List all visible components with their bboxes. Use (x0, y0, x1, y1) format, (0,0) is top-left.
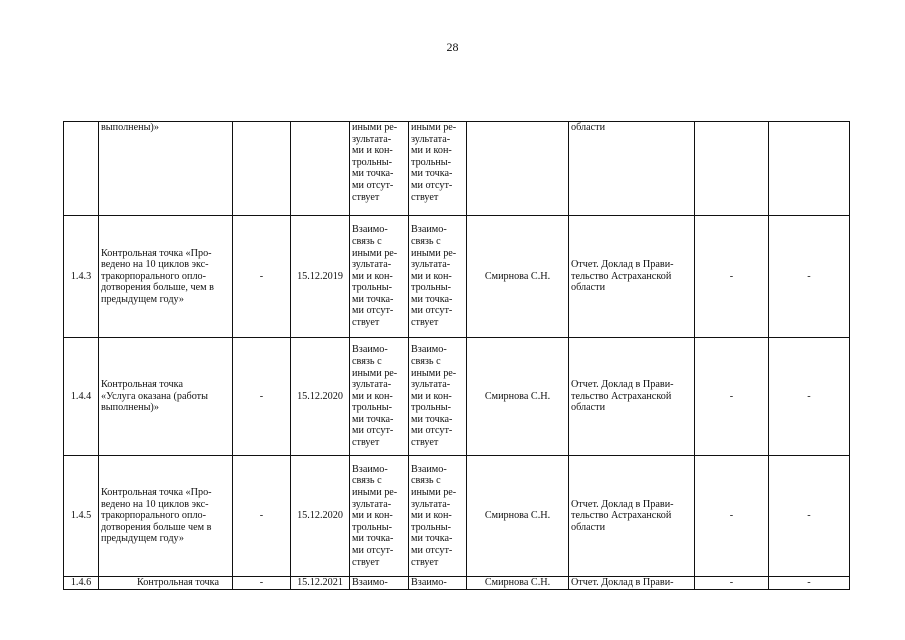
relation-cell: Взаимо- (350, 577, 409, 590)
responsible-person: Смирнова С.Н. (467, 577, 569, 590)
table-row (64, 216, 850, 338)
row-number: 1.4.3 (64, 216, 99, 338)
relation-cell: иными ре- зультата- ми и кон- трольны- ми точка- ми отсут- ствует (350, 122, 409, 216)
deadline-date: 15.12.2021 (291, 577, 350, 590)
dash-cell: - (769, 338, 850, 456)
responsible-person: Смирнова С.Н. (467, 216, 569, 338)
relation-cell: Взаимо- связь с иными ре- зультата- ми и кон- трольны- ми точка- ми отсут- ствует (350, 338, 409, 456)
dash-cell: - (695, 338, 769, 456)
dash-cell: - (695, 216, 769, 338)
dash-cell: - (233, 338, 291, 456)
relation-cell: Взаимо- связь с иными ре- зультата- ми и кон- трольны- ми точка- ми отсут- ствует (350, 216, 409, 338)
dash-cell: - (769, 577, 850, 590)
table-row (64, 456, 850, 577)
relation-cell: Взаимо- связь с иными ре- зультата- ми и кон- трольны- ми точка- ми отсут- ствует (350, 456, 409, 577)
responsible-person: Смирнова С.Н. (467, 338, 569, 456)
responsible-person (467, 122, 569, 216)
table-row (64, 338, 850, 456)
report-document: области (569, 122, 695, 216)
dash-cell: - (769, 216, 850, 338)
control-point-name: Контрольная точка «Услуга оказана (работы выполнены)» (99, 338, 233, 456)
relation-cell: Взаимо- связь с иными ре- зультата- ми и кон- трольны- ми точка- ми отсут- ствует (409, 456, 467, 577)
row-number: 1.4.5 (64, 456, 99, 577)
deadline-date (291, 122, 350, 216)
page-number: 28 (446, 40, 459, 54)
dash-cell: - (233, 577, 291, 590)
deadline-date: 15.12.2020 (291, 456, 350, 577)
report-document: Отчет. Доклад в Прави- тельство Астраханской области (569, 456, 695, 577)
relation-cell: Взаимо- связь с иными ре- зультата- ми и кон- трольны- ми точка- ми отсут- ствует (409, 216, 467, 338)
dash-cell: - (695, 577, 769, 590)
dash-cell: - (695, 456, 769, 577)
control-point-name: выполнены)» (99, 122, 233, 216)
row-number (64, 122, 99, 216)
dash-cell (233, 122, 291, 216)
relation-cell: Взаимо- связь с иными ре- зультата- ми и кон- трольны- ми точка- ми отсут- ствует (409, 338, 467, 456)
table-row (64, 122, 850, 216)
deadline-date: 15.12.2019 (291, 216, 350, 338)
responsible-person: Смирнова С.Н. (467, 456, 569, 577)
deadline-date: 15.12.2020 (291, 338, 350, 456)
row-number: 1.4.6 (64, 577, 99, 590)
report-document: Отчет. Доклад в Прави- тельство Астраханской области (569, 338, 695, 456)
dash-cell: - (233, 216, 291, 338)
dash-cell (695, 122, 769, 216)
dash-cell: - (233, 456, 291, 577)
row-number: 1.4.4 (64, 338, 99, 456)
control-point-name: Контрольная точка «Про- ведено на 10 циклов экс- тракорпорального опло- дотворения больше, чем в предыдущем году» (99, 216, 233, 338)
dash-cell: - (769, 456, 850, 577)
schedule-table (63, 121, 850, 590)
control-point-name: Контрольная точка «Про- ведено на 10 циклов экс- тракорпорального опло- дотворения больше чем в предыдущем году» (99, 456, 233, 577)
table-row (64, 577, 850, 590)
control-point-name: Контрольная точка (99, 577, 233, 590)
relation-cell: Взаимо- (409, 577, 467, 590)
report-document: Отчет. Доклад в Прави- тельство Астраханской области (569, 216, 695, 338)
report-document: Отчет. Доклад в Прави- (569, 577, 695, 590)
relation-cell: иными ре- зультата- ми и кон- трольны- ми точка- ми отсут- ствует (409, 122, 467, 216)
dash-cell (769, 122, 850, 216)
